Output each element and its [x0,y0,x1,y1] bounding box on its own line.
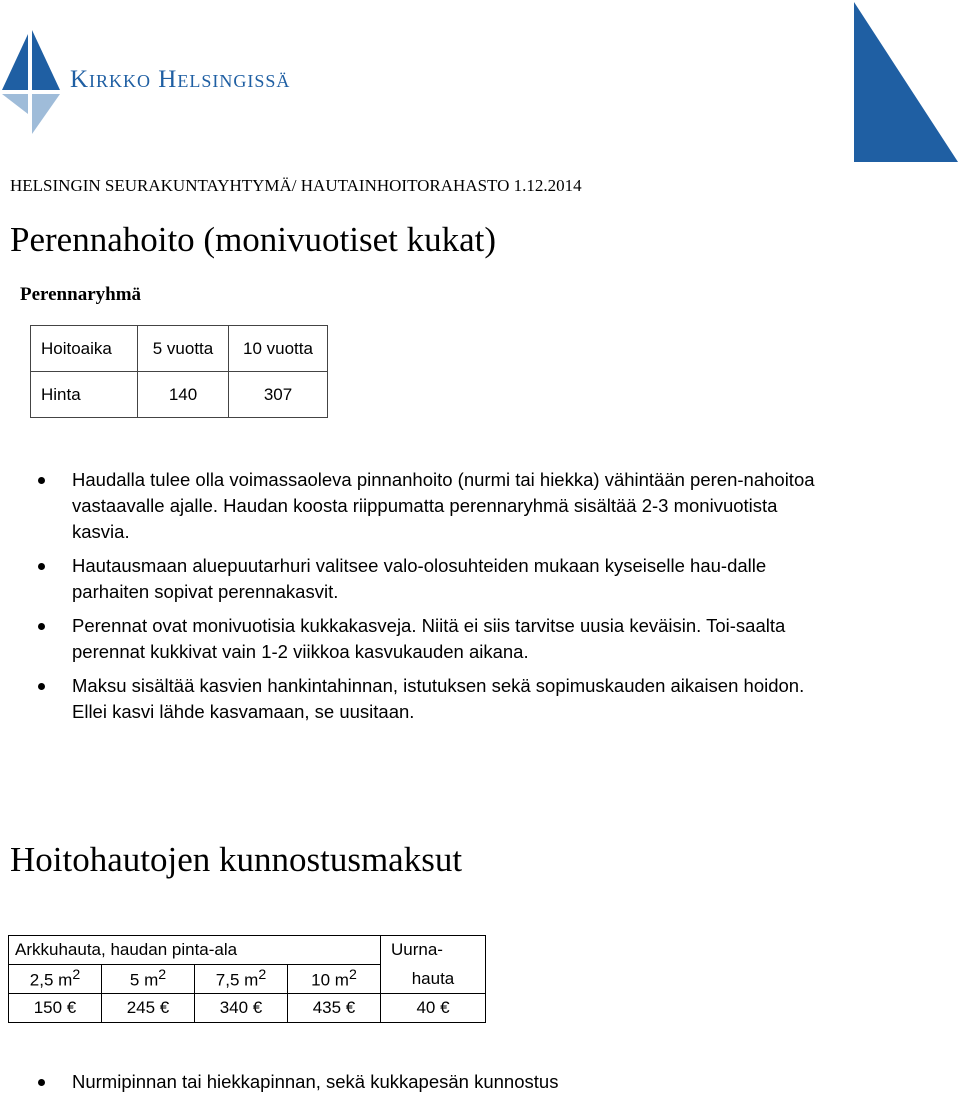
table-row [9,994,486,1023]
table-cell: 307 [229,372,328,418]
table-cell: 140 [138,372,229,418]
section-title-perennahoito: Perennahoito (monivuotiset kukat) [10,220,497,259]
bullet-icon [38,563,45,570]
table-cell: 5 $m^2$ [102,965,195,994]
table-header-cell: hauta [381,965,486,994]
table-cell: 10 $m^2$ [288,965,381,994]
list-item-text: Nurmipinnan tai hiekkapinnan, sekä kukkapesän kunnostus [72,1071,559,1092]
table-cell: 2,5 $m^2$ [9,965,102,994]
section-subtitle: Perennaryhmä [20,284,142,305]
table-cell: 340 € [195,994,288,1023]
table-cell: Hinta [31,372,138,418]
list-item [38,673,838,725]
price-table [30,325,328,418]
table-row [31,326,328,372]
bullet-icon [38,477,45,484]
bullet-icon [38,683,45,690]
table-cell: 5 vuotta [138,326,229,372]
list-item-text: Haudalla tulee olla voimassaoleva pinnanhoito (nurmi tai hiekka) vähintään peren-nahoitoa vastaavalle ajalle. Haudan koosta riippumatta perennaryhmä sisältää 2-3 monivuotista kasvia. [72,469,815,542]
table-cell: 10 vuotta [229,326,328,372]
logo-text: Kirkko Helsingissä [70,66,291,93]
fee-table [8,935,486,1023]
list-item [38,553,838,605]
church-logo-icon [2,30,64,134]
table-cell: 40 € [381,994,486,1023]
bullet-list [38,1069,838,1103]
list-item-text: Hautausmaan aluepuutarhuri valitsee valo-olosuhteiden mukaan kyseiselle hau-dalle parhaiten sopivat perennakasvit. [72,555,767,602]
list-item-text: Perennat ovat monivuotisia kukkakasveja. Niitä ei siis tarvitse uusia keväisin. Toi-saalta perennat kukkivat vain 1-2 viikkoa kasvukauden aikana. [72,615,786,662]
table-row [9,965,486,994]
document-header: HELSINGIN SEURAKUNTAYHTYMÄ/ HAUTAINHOITORAHASTO 1.12.2014 [10,176,582,195]
bullet-icon [38,623,45,630]
table-row [9,936,486,965]
table-cell: 7,5 $m^2$ [195,965,288,994]
table-row [31,372,328,418]
bullet-list [38,467,838,733]
table-cell: 435 € [288,994,381,1023]
list-item [38,467,838,545]
section-title-kunnostusmaksut: Hoitohautojen kunnostusmaksut [10,840,463,879]
corner-decoration [850,0,960,165]
bullet-icon [38,1079,45,1086]
table-cell: 245 € [102,994,195,1023]
table-header-cell: Arkkuhauta, haudan pinta-ala [9,936,381,965]
list-item-text: Maksu sisältää kasvien hankintahinnan, istutuksen sekä sopimuskauden aikaisen hoidon. Ellei kasvi lähde kasvamaan, se uusitaan. [72,675,805,722]
list-item [38,613,838,665]
list-item [38,1069,838,1095]
table-cell: 150 € [9,994,102,1023]
table-header-cell: Uurna- [381,936,486,965]
table-cell: Hoitoaika [31,326,138,372]
